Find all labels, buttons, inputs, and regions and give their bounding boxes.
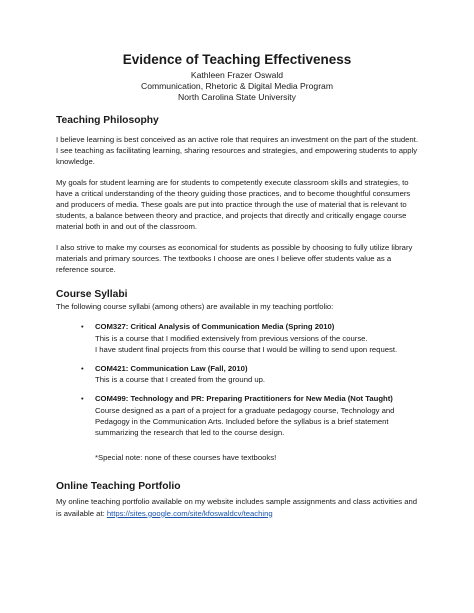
bullet: • <box>81 364 84 374</box>
document-title: Evidence of Teaching Effectiveness <box>122 52 352 67</box>
course-description: This is a course that I created from the ground up. <box>95 375 266 385</box>
portfolio-paragraph <box>56 496 418 518</box>
course-description: This is a course that I modified extensively from previous versions of the course. <box>95 333 368 343</box>
bullet: • <box>81 394 84 404</box>
bullet: • <box>81 322 84 332</box>
philosophy-paragraph-3: I also strive to make my courses as economical for students as possible by choosing to fully utilize library materials and primary sources. The textbooks I choose are ones I believe offer students value as a reference source. <box>56 242 413 275</box>
university-name: North Carolina State University <box>178 92 296 102</box>
course-title: COM421: Communication Law (Fall, 2010) <box>95 364 248 374</box>
course-title: COM327: Critical Analysis of Communication Media (Spring 2010) <box>95 322 335 332</box>
course-list <box>56 321 418 438</box>
list-item <box>81 393 418 438</box>
philosophy-paragraph-1: I believe learning is best conceived as an active role that requires an investment on the part of the student. I see teaching as facilitating learning, sharing resources and strategies, and empowering students to apply knowledge. <box>56 135 418 167</box>
author-name: Kathleen Frazer Oswald <box>190 70 284 80</box>
heading-teaching-philosophy: Teaching Philosophy <box>56 115 159 126</box>
heading-online-teaching-portfolio: Online Teaching Portfolio <box>56 481 181 493</box>
syllabi-intro: The following course syllabi (among others) are available in my teaching portfolio: <box>56 302 334 312</box>
course-description: I have student final projects from this course that I would be willing to send upon request. <box>95 344 398 354</box>
course-title: COM499: Technology and PR: Preparing Practitioners for New Media (Not Taught) <box>95 394 393 404</box>
list-item <box>81 363 418 385</box>
heading-course-syllabi: Course Syllabi <box>56 289 128 301</box>
portfolio-text: My online teaching portfolio available on my website includes sample assignments and class activities and is available at: <box>56 497 418 518</box>
special-note: *Special note: none of these courses have textbooks! <box>95 453 277 463</box>
course-description: Course designed as a part of a project for a graduate pedagogy course, Technology and Pedagogy in the Communication Arts. Included before the syllabus is a brief statement summarizing the research that led to the course design. <box>95 405 395 438</box>
list-item <box>81 321 418 355</box>
portfolio-link[interactable]: https://sites.google.com/site/kfoswaldcv/teaching <box>106 508 273 518</box>
philosophy-paragraph-2: My goals for student learning are for students to competently execute classroom skills and strategies, to have a critical understanding of the theory guiding those practices, and to become thoughtful consumers and producers of media. These goals are put into practice through the use of material that is relevant to students, a balance between theory and practice, and projects that directly and critically engage course material both in and out of the classroom. <box>56 177 411 232</box>
program-name: Communication, Rhetoric & Digital Media Program <box>141 81 333 91</box>
